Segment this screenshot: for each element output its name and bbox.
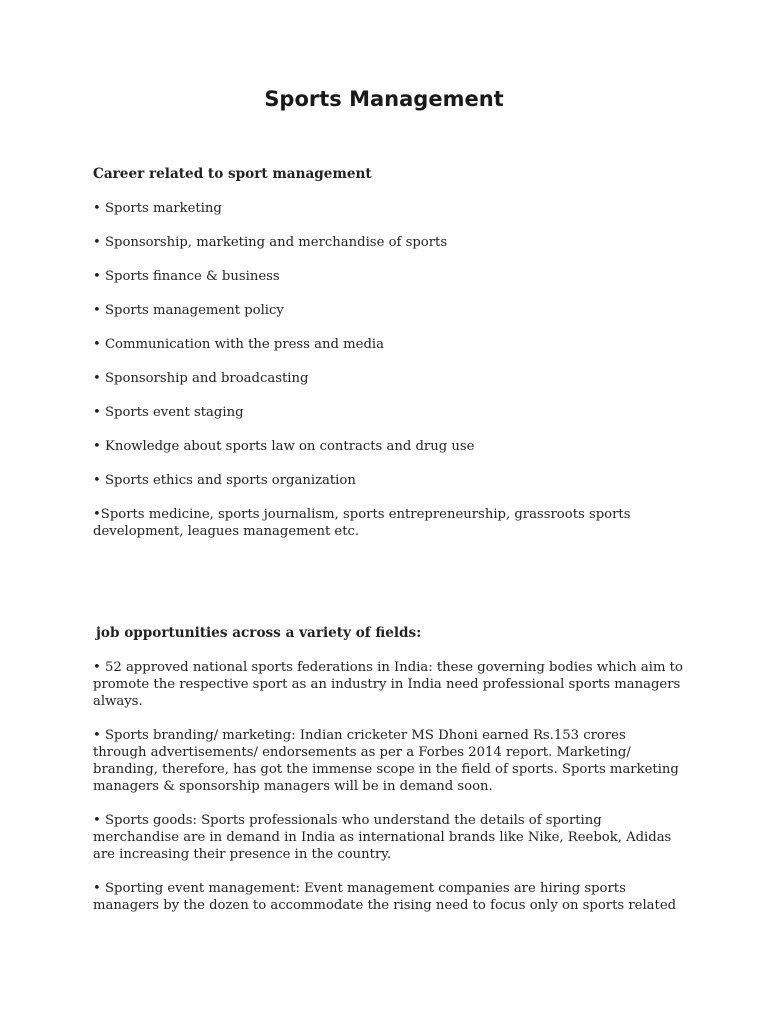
document-body <box>93 166 683 931</box>
jobs-paragraph-goods: • Sports goods: Sports professionals who understand the details of sporting merchandise are in demand in India as international brands like Nike, Reebok, Adidas are increasing their presence in the country. <box>93 813 672 862</box>
career-item-sports-law: • Knowledge about sports law on contracts and drug use <box>93 439 475 454</box>
career-item-sponsorship-merchandise: • Sponsorship, marketing and merchandise of sports <box>93 235 448 250</box>
document-title: Sports Management <box>264 87 504 111</box>
section-spacer <box>93 557 683 625</box>
career-item-broadcasting: • Sponsorship and broadcasting <box>93 371 309 386</box>
career-item-marketing: • Sports marketing <box>93 201 222 216</box>
career-list <box>93 200 683 540</box>
career-item-finance: • Sports finance & business <box>93 269 280 284</box>
career-item-communication: • Communication with the press and media <box>93 337 384 352</box>
career-item-event-staging: • Sports event staging <box>93 405 244 420</box>
jobs-paragraph-branding: • Sports branding/ marketing: Indian cricketer MS Dhoni earned Rs.153 crores through advertisements/ endorsements as per a Forbes 2014 report. Marketing/ branding, therefore, has got the immense scope in the field of sports. Sports marketing managers & sponsorship managers will be in demand soon. <box>93 728 679 794</box>
career-item-policy: • Sports management policy <box>93 303 284 318</box>
jobs-paragraph-federations: • 52 approved national sports federations in India: these governing bodies which aim to promote the respective sport as an industry in India need professional sports managers always. <box>93 660 683 709</box>
career-item-ethics: • Sports ethics and sports organization <box>93 473 356 488</box>
jobs-heading: job opportunities across a variety of fields: <box>96 625 422 641</box>
career-heading: Career related to sport management <box>93 166 372 182</box>
career-item-medicine-journalism: •Sports medicine, sports journalism, sports entrepreneurship, grassroots sports development, leagues management etc. <box>93 507 631 539</box>
jobs-paragraph-event-management: • Sporting event management: Event management companies are hiring sports managers by the dozen to accommodate the rising need to focus only on sports related <box>93 881 677 913</box>
